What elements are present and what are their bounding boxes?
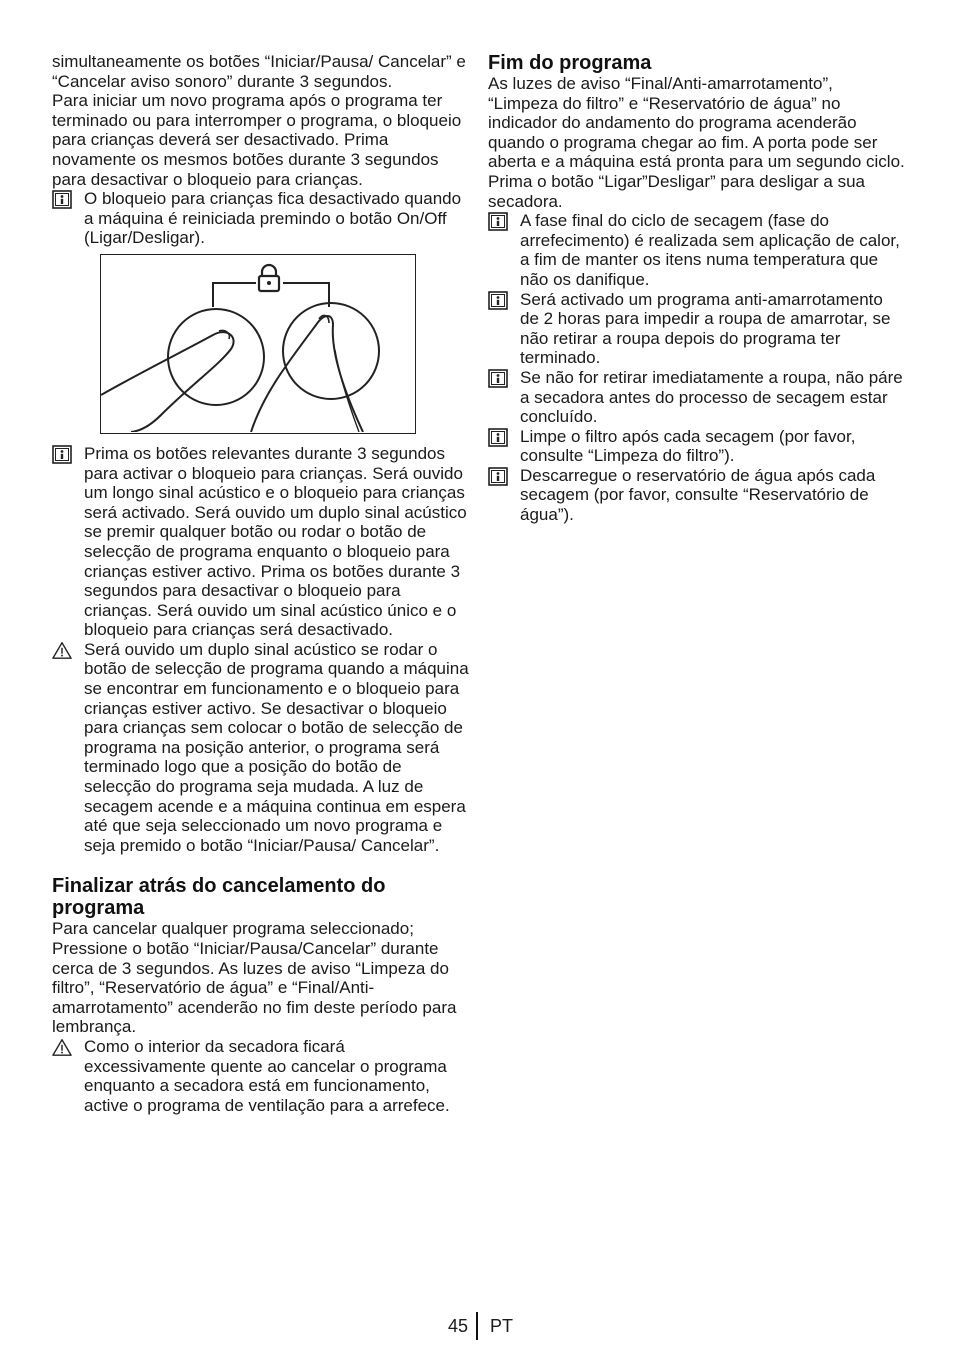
lock-icon [259,265,279,291]
info-note: Será activado um programa anti-amarrotamento de 2 horas para impedir a roupa de amarrotar, se não retirar a roupa depois do programa ter terminado. [488,290,906,368]
info-icon [488,428,508,447]
paragraph: Prima o botão “Ligar”Desligar” para desligar a sua secadora. [488,171,866,211]
info-icon [488,369,508,388]
page-footer [0,1312,954,1342]
info-icon [488,467,508,486]
info-icon [488,212,508,231]
paragraph: Para cancelar qualquer programa seleccionado; Pressione o botão “Iniciar/Pausa/Cancelar” durante cerca de 3 segundos. As luzes de aviso “Limpeza do filtro”, “Reservatório de água” e “Final/Anti-amarrotamento” acenderão no fim deste período para lembrança. [52,919,457,1037]
left-column [52,52,470,1115]
info-note: A fase final do ciclo de secagem (fase do arrefecimento) é realizada sem aplicação de calor, a fim de manter os itens numa temperatura que não os danifique. [488,211,906,289]
info-note: Limpe o filtro após cada secagem (por favor, consulte “Limpeza do filtro”). [488,427,906,466]
info-icon [488,291,508,310]
info-note: O bloqueio para crianças fica desactivado quando a máquina é reiniciada premindo o botão On/Off (Ligar/Desligar). [52,189,470,248]
page-number: 45 [447,1316,468,1336]
right-column [488,52,906,525]
footer-divider [476,1312,478,1340]
section-heading: Fim do programa [488,52,652,74]
child-lock-illustration [100,254,416,434]
info-note: Prima os botões relevantes durante 3 segundos para activar o bloqueio para crianças. Será ouvido um longo sinal acústico e o bloqueio para crianças será activado. Será ouvido um duplo sinal acústico se premir qualquer botão ou rodar o botão de selecção de programa enquanto o bloqueio para crianças estiver activo. Prima os botões durante 3 segundos para desactivar o bloqueio para crianças. Será ouvido um sinal acústico único e o bloqueio para crianças será desactivado. [52,444,470,640]
info-icon [52,190,72,209]
info-note: Descarregue o reservatório de água após cada secagem (por favor, consulte “Reservatório de água”). [488,466,906,525]
warning-note: Como o interior da secadora ficará excessivamente quente ao cancelar o programa enquanto a secadora está em funcionamento, active o programa de ventilação para a arrefece. [52,1037,470,1115]
warning-icon [52,1038,72,1057]
paragraph: simultaneamente os botões “Iniciar/Pausa/ Cancelar” e “Cancelar aviso sonoro” durante 3 segundos. [52,52,466,91]
section-heading: Finalizar atrás do cancelamento do programa [52,875,386,920]
language-code: PT [490,1316,514,1336]
warning-icon [52,641,72,660]
warning-note: Será ouvido um duplo sinal acústico se rodar o botão de selecção de programa quando a máquina se encontrar em funcionamento e o bloqueio para crianças estiver activo. Se desactivar o bloqueio para crianças sem colocar o botão de selecção de programa na posição anterior, o programa será terminado logo que a posição do botão de selecção do programa seja mudada. A luz de secagem acende e a máquina continua em espera até que seja seleccionado um novo programa e seja premido o botão “Iniciar/Pausa/ Cancelar”. [52,640,470,856]
info-icon [52,445,72,464]
paragraph: Para iniciar um novo programa após o programa ter terminado ou para interromper o programa, o bloqueio para crianças deverá ser desactivado. Prima novamente os mesmos botões durante 3 segundos para desactivar o bloqueio para crianças. [52,91,462,189]
paragraph: As luzes de aviso “Final/Anti-amarrotamento”, “Limpeza do filtro” e “Reservatório de água” no indicador do andamento do programa acenderão quando o programa chegar ao fim. A porta pode ser aberta e a máquina está pronta para um segundo ciclo. [488,74,905,172]
info-note: Se não for retirar imediatamente a roupa, não páre a secadora antes do processo de secagem estar concluído. [488,368,906,427]
